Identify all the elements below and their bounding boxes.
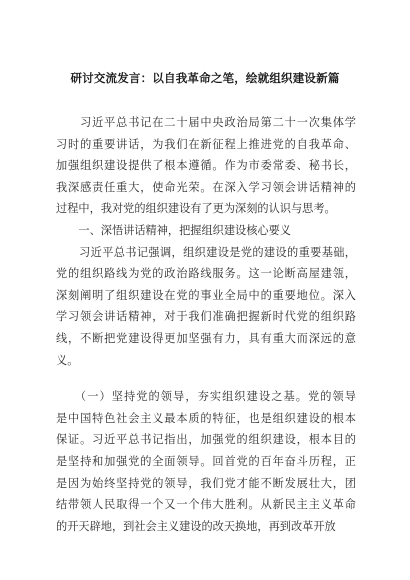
text-line: 结带领人民取得一个又一个伟大胜利。从新民主主义革命 <box>56 498 356 512</box>
paragraph <box>56 386 356 537</box>
document-title: 研讨交流发言：以自我革命之笔，绘就组织建设新篇 <box>70 71 340 85</box>
text-line: 一、深悟讲话精神，把握组织建设核心要义 <box>56 223 291 237</box>
text-line: 保证。习近平总书记指出，加强党的组织建设，根本目的 <box>56 433 356 447</box>
paragraph <box>56 242 356 372</box>
paragraph-gap <box>56 371 356 386</box>
text-line: 线，不断把党建设得更加坚强有力，具有重大而深远的意 <box>56 331 356 345</box>
text-line: 是因为始终坚持党的领导，我们党才能不断发展壮大，团 <box>56 476 356 490</box>
text-line: 习时的重要讲话，为我们在新征程上推进党的自我革命、 <box>56 137 356 151</box>
text-line: 党的组织路线为党的政治路线服务。这一论断高屋建瓴， <box>56 267 356 281</box>
paragraph <box>56 220 356 242</box>
paragraph <box>56 112 356 220</box>
text-line: 过程中，我对党的组织建设有了更为深刻的认识与思考。 <box>56 202 336 216</box>
text-line: 深刻阐明了组织建设在党的事业全局中的重要地位。深入 <box>56 288 356 302</box>
text-line: 的开天辟地，到社会主义建设的改天换地，再到改革开放 <box>56 519 336 533</box>
text-line: 是中国特色社会主义最本质的特征，也是组织建设的根本 <box>56 411 356 425</box>
text-line: 义。 <box>56 353 79 367</box>
text-line: （一）坚持党的领导，夯实组织建设之基。党的领导 <box>56 390 356 404</box>
text-line: 习近平总书记强调，组织建设是党的建设的重要基础， <box>56 245 356 259</box>
document-body <box>56 112 356 537</box>
text-line: 是坚持和加强党的全面领导。回首党的百年奋斗历程，正 <box>56 454 356 468</box>
text-line: 学习领会讲话精神，对于我们准确把握新时代党的组织路 <box>56 310 356 324</box>
text-line: 习近平总书记在二十届中央政治局第二十一次集体学 <box>56 116 356 129</box>
text-line: 加强组织建设提供了根本遵循。作为市委常委、秘书长， <box>56 159 356 173</box>
text-line: 我深感责任重大，使命光荣。在深入学习领会讲话精神的 <box>56 180 356 194</box>
